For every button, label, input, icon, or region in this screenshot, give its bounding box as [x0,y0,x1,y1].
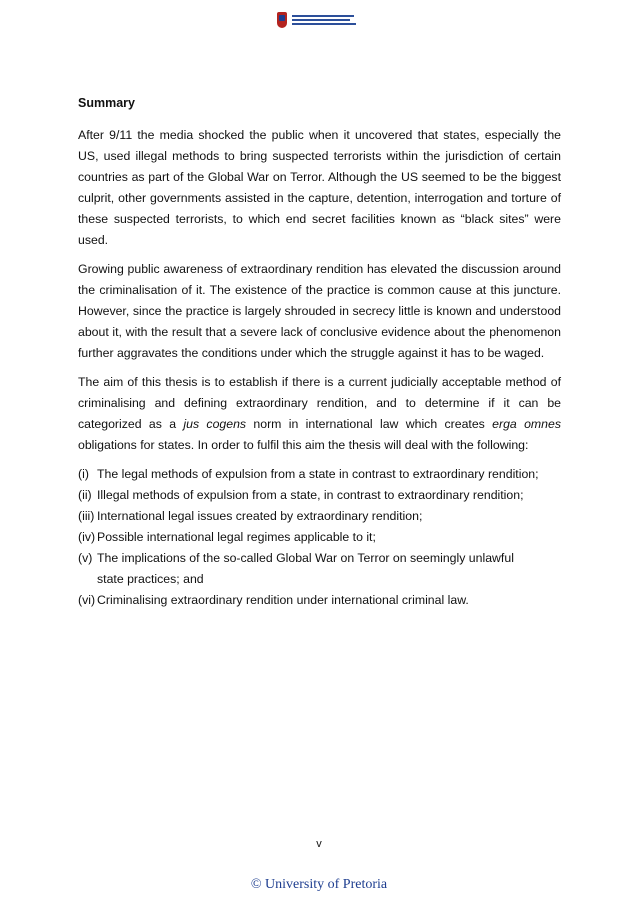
erga-omnes-term: erga omnes [492,417,562,431]
footer-copyright: © University of Pretoria [250,877,388,892]
list-item [78,464,561,485]
topics-list [78,464,561,611]
list-item [78,485,561,506]
list-item-number: (iv) [78,530,96,544]
list-item-number: (iii) [78,509,95,523]
page-number: v [316,838,322,850]
list-item-number: (i) [78,467,89,481]
list-item [78,590,561,611]
list-item [78,527,561,548]
list-item-text: The legal methods of expulsion from a state in contrast to extraordinary rendition; [97,467,539,481]
list-item-continuation: state practices; and [97,572,204,586]
jus-cogens-term: jus cogens [183,417,247,431]
paragraph-2: Growing public awareness of extraordinary rendition has elevated the discussion around the criminalisation of it. The existence of the practice is common cause at this juncture. However, since the practice is largely shrouded in secrecy little is known and understood about it, with the result that a severe lack of conclusive evidence about the phenomenon further aggravates the conditions under which the struggle against it has to be waged. [78,262,561,360]
list-item-text: The implications of the so-called Global War on Terror on seemingly unlawful [97,551,514,565]
list-item [78,548,561,590]
section-title: Summary [78,96,135,110]
paragraph-3 [78,372,561,456]
list-item-text: Illegal methods of expulsion from a state, in contrast to extraordinary rendition; [97,488,524,502]
list-item-text: Possible international legal regimes applicable to it; [97,530,376,544]
paragraph-3-part-b: norm in international law which creates [246,417,493,431]
list-item-number: (v) [78,551,93,565]
list-item-number: (vi) [78,593,96,607]
crest-wordmark [292,15,356,25]
list-item-number: (ii) [78,488,92,502]
summary-section [78,93,561,611]
university-crest-logo [277,8,367,32]
paragraph-3-part-c: obligations for states. In order to fulfil this aim the thesis will deal with the following: [78,438,529,452]
paragraph-3-part-a: The aim of this thesis is to establish if there is a current judicially acceptable method of criminalising and defining extraordinary rendition, and to determine if it can be categorized as a [78,375,561,431]
crest-shield-icon [277,12,287,28]
list-item-text: Criminalising extraordinary rendition under international criminal law. [97,593,469,607]
list-item [78,506,561,527]
paragraph-1: After 9/11 the media shocked the public when it uncovered that states, especially the US, used illegal methods to bring suspected terrorists within the jurisdiction of certain countries as part of the Global War on Terror. Although the US seemed to be the biggest culprit, other governments assisted in the capture, detention, interrogation and torture of these suspected terrorists, to which end secret facilities known as “black sites” were used. [78,128,561,247]
list-item-text: International legal issues created by extraordinary rendition; [97,509,423,523]
